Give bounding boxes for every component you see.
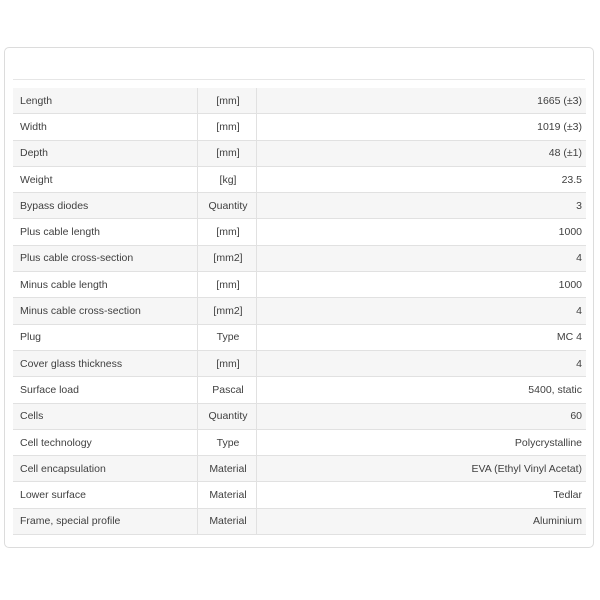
parameter-cell: Cell technology [13,429,198,455]
value-cell: 4 [257,245,587,271]
parameter-cell: Width [13,114,198,140]
table-row [13,403,586,429]
table-row [13,456,586,482]
value-cell: MC 4 [257,324,587,350]
value-cell: 23.5 [257,166,587,192]
table-row [13,193,586,219]
table-row [13,88,586,114]
spec-table-body [13,88,586,535]
unit-cell: Material [198,508,257,534]
unit-cell: [mm] [198,140,257,166]
table-row [13,377,586,403]
table-row [13,219,586,245]
value-cell: 3 [257,193,587,219]
unit-cell: Quantity [198,193,257,219]
parameter-cell: Minus cable cross-section [13,298,198,324]
spec-card [4,47,594,548]
value-cell: Tedlar [257,482,587,508]
parameter-cell: Cell encapsulation [13,456,198,482]
unit-cell: Quantity [198,403,257,429]
spec-table [13,88,586,535]
value-cell: Polycrystalline [257,429,587,455]
unit-cell: [mm] [198,272,257,298]
value-cell: EVA (Ethyl Vinyl Acetat) [257,456,587,482]
table-row [13,166,586,192]
unit-cell: Type [198,429,257,455]
parameter-cell: Plug [13,324,198,350]
parameter-cell: Bypass diodes [13,193,198,219]
parameter-cell: Plus cable cross-section [13,245,198,271]
table-row [13,298,586,324]
table-row [13,324,586,350]
unit-cell: [mm2] [198,298,257,324]
parameter-cell: Plus cable length [13,219,198,245]
table-row [13,114,586,140]
parameter-cell: Surface load [13,377,198,403]
parameter-cell: Minus cable length [13,272,198,298]
unit-cell: [mm] [198,114,257,140]
unit-cell: [kg] [198,166,257,192]
unit-cell: Type [198,324,257,350]
value-cell: 48 (±1) [257,140,587,166]
value-cell: 4 [257,298,587,324]
value-cell: 1019 (±3) [257,114,587,140]
table-row [13,482,586,508]
unit-cell: Material [198,456,257,482]
unit-cell: Pascal [198,377,257,403]
unit-cell: [mm] [198,350,257,376]
parameter-cell: Length [13,88,198,114]
unit-cell: [mm] [198,88,257,114]
table-row [13,272,586,298]
table-row [13,245,586,271]
table-row [13,350,586,376]
table-row [13,140,586,166]
table-row [13,429,586,455]
parameter-cell: Lower surface [13,482,198,508]
parameter-cell: Depth [13,140,198,166]
card-header [13,48,585,80]
value-cell: 1665 (±3) [257,88,587,114]
unit-cell: [mm] [198,219,257,245]
value-cell: 4 [257,350,587,376]
value-cell: 1000 [257,219,587,245]
value-cell: Aluminium [257,508,587,534]
parameter-cell: Weight [13,166,198,192]
parameter-cell: Cover glass thickness [13,350,198,376]
parameter-cell: Cells [13,403,198,429]
value-cell: 5400, static [257,377,587,403]
value-cell: 1000 [257,272,587,298]
table-row [13,508,586,534]
unit-cell: [mm2] [198,245,257,271]
parameter-cell: Frame, special profile [13,508,198,534]
unit-cell: Material [198,482,257,508]
value-cell: 60 [257,403,587,429]
